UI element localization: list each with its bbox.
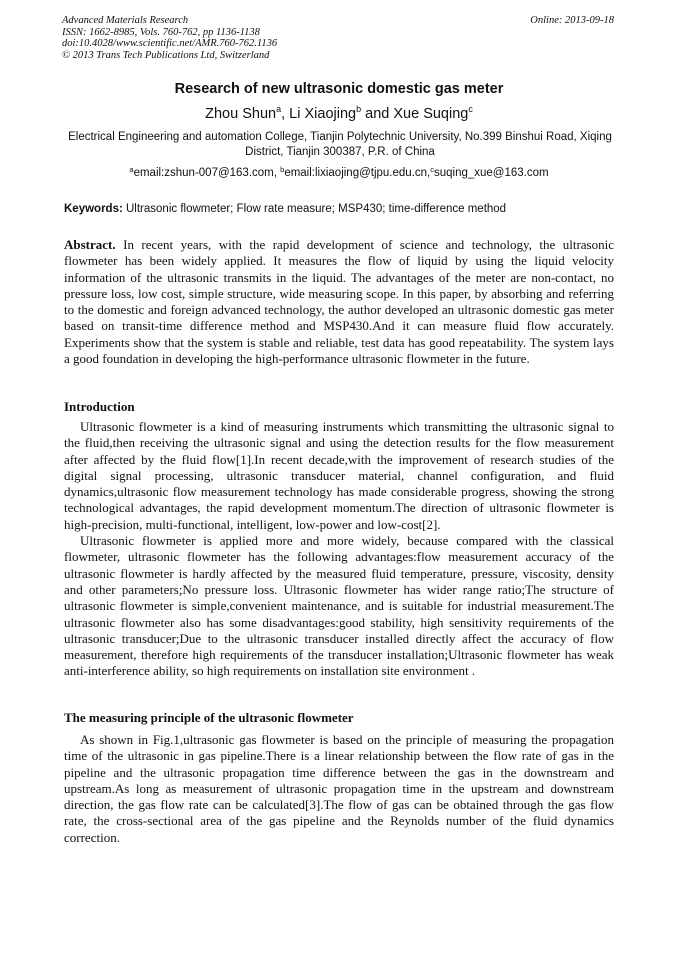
author-mark: b <box>356 104 362 114</box>
author-mark: a <box>276 104 282 114</box>
online-date: Online: 2013-09-18 <box>530 15 614 26</box>
abstract-section <box>64 237 614 367</box>
author-name: Zhou Shun <box>205 106 277 122</box>
introduction-heading: Introduction <box>64 399 135 414</box>
email-link[interactable]: suqing_xue@163.com <box>433 167 549 179</box>
body-paragraph: Ultrasonic flowmeter is a kind of measuring instruments which transmitting the ultrasonic signal to the fluid,then receiving the ultrasonic signal and using the detection results for the flow measurement after affected by the fluid flow[1].In recent decade,with the improvement of research studies of the digital signal processing, ultrasonic transducer material, channel configuration, and fluid dynamics,ultrasonic flow measurement technology has made considerable progress, showing the strong technological advantages, the rapid development momentum.The direction of ultrasonic flowmeter is high-precision, multi-functional, intelligent, low-power and low-cost[2]. <box>64 419 614 532</box>
author-name: Li Xiaojing <box>289 106 357 122</box>
abstract-paragraph <box>64 237 614 367</box>
issn-line: ISSN: 1662-8985, Vols. 760-762, pp 1136-1138 <box>62 26 260 38</box>
principle-body <box>64 732 614 846</box>
abstract-label: Abstract. <box>64 237 116 252</box>
email-list <box>0 166 678 181</box>
principle-heading: The measuring principle of the ultrasonic flowmeter <box>64 710 354 725</box>
email-mark: a <box>129 165 134 174</box>
email-link[interactable]: email:lixiaojing@tjpu.edu.cn, <box>284 167 431 179</box>
introduction-body <box>64 419 614 680</box>
author-name: Xue Suqing <box>393 106 469 122</box>
email-mark: b <box>280 165 285 174</box>
journal-header <box>62 15 277 61</box>
email-separator: , <box>273 167 281 179</box>
journal-name: Advanced Materials Research <box>62 15 189 26</box>
author-mark: c <box>468 104 473 114</box>
keywords-line <box>64 202 616 217</box>
email-mark: c <box>430 165 434 174</box>
keywords-text: Ultrasonic flowmeter; Flow rate measure; MSP430; time-difference method <box>126 203 507 215</box>
doi-line: doi:10.4028/www.scientific.net/AMR.760-762.1136 <box>62 38 278 49</box>
body-paragraph: As shown in Fig.1,ultrasonic gas flowmeter is based on the principle of measuring the propagation time of the ultrasonic in gas pipeline.There is a linear relationship between the flow rate of gas in the pipeline and the ultrasonic propagation time difference between the gas in the downstream and upstream.As long as measurement of ultrasonic propagation time in the upstream and downstream direction, the gas flow rate can be calculated[3].The flow of gas can be obtained through the gas flow rate, the cross-sectional area of the gas pipeline and the Reynolds number of the fluid dynamics correction. <box>64 732 614 845</box>
author-separator: and <box>361 106 394 122</box>
abstract-text: In recent years, with the rapid development of science and technology, the ultrasonic flowmeter has been widely applied. It measures the flow of liquid by using the liquid velocity information of the ultrasonic transmits in the liquid. The advantages of the meter are non-contact, no pressure loss, low cost, simple structure, wide measuring scope. In this paper, by absorbing and referring to the domestic and foreign advanced technology, the author developed an ultrasonic domestic gas meter based on transit-time difference method and MSP430.And it can measure fluid flow accurately. Experiments show that the system is stable and reliable, test data has good repeatability. The system lays a good foundation in developing the high-performance ultrasonic flowmeter in the future. <box>64 237 614 367</box>
affiliation: Electrical Engineering and automation College, Tianjin Polytechnic University, No.399 Binshui Road, Xiqing District, Tianjin 300387, P.R. of China <box>68 131 612 158</box>
keywords-label: Keywords: <box>64 203 123 215</box>
email-link[interactable]: email:zshun-007@163.com <box>133 167 274 179</box>
author-list <box>0 104 678 124</box>
copyright-line: © 2013 Trans Tech Publications Ltd, Switzerland <box>62 49 270 61</box>
paper-title: Research of new ultrasonic domestic gas meter <box>174 81 504 97</box>
author-separator: , <box>281 106 290 122</box>
body-paragraph: Ultrasonic flowmeter is applied more and more widely, because compared with the classical flowmeter, ultrasonic flowmeter has the following advantages:flow measurement accuracy of the ultrasonic flowmeter is hardly affected by the measured fluid temperature, pressure, viscosity, density and other parameters;No pressure loss. Ultrasonic flowmeter has wider range ratio;The structure of ultrasonic flowmeter is simple,convenient maintenance, and is suitable for industrial measurement.The ultrasonic flowmeter also has some disadvantages:good stability, high sensitivity requirements of the ultrasonic transducer;Due to the ultrasonic transducer installed directly affect the accuracy of flow measurement, therefore high requirements of the transducer installation;Ultrasonic flowmeter has weak anti-interference ability, so high requirements on installation site environment . <box>64 533 614 679</box>
online-date-header <box>530 15 614 27</box>
